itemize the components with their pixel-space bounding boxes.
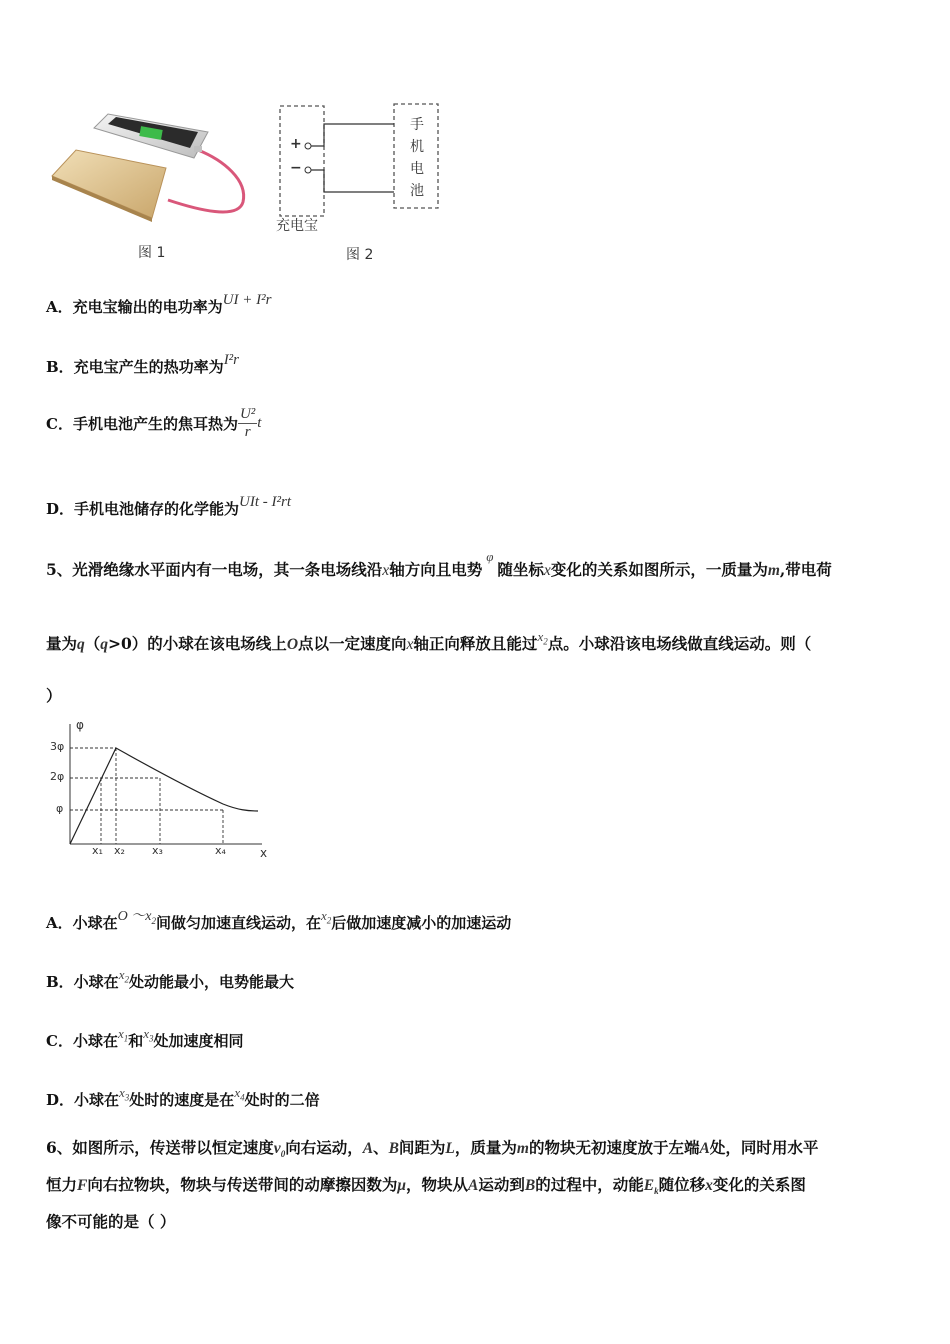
var-v0 xyxy=(273,1140,286,1160)
var-x: x xyxy=(406,636,414,653)
text: 、 xyxy=(373,1138,389,1157)
numerator: U² xyxy=(239,406,256,422)
tick-x1: x₁ xyxy=(92,844,103,857)
text: 的物块无初速度放于左端 xyxy=(528,1138,700,1157)
option-text: 和 xyxy=(128,1032,144,1050)
text: 5、光滑绝缘水平面内有一电场，其一条电场线沿 xyxy=(46,560,383,579)
var-B: B xyxy=(388,1140,399,1157)
option-text: C．小球在 xyxy=(46,1032,118,1050)
phi-curve xyxy=(70,748,258,844)
fraction xyxy=(238,406,257,441)
subscript: 2 xyxy=(543,636,548,647)
var-B: B xyxy=(524,1177,536,1194)
formula: I²r xyxy=(223,352,240,368)
label-char: 机 xyxy=(410,139,424,155)
text: 点。小球沿该电场线做直线运动。则（ xyxy=(547,634,812,653)
text: 变化的关系图 xyxy=(712,1175,806,1194)
text: 的过程中，动能 xyxy=(535,1175,644,1194)
x-axis-label: x xyxy=(260,846,268,860)
formula-tail: t xyxy=(257,415,262,431)
text: 向右拉物块，物块与传送带间的动摩擦因数为 xyxy=(87,1175,398,1194)
label-char: 池 xyxy=(410,183,424,199)
text: ，质量为 xyxy=(454,1138,517,1157)
option-text: 处加速度相同 xyxy=(153,1032,244,1050)
math-text: x xyxy=(320,908,327,923)
q4-option-c[interactable] xyxy=(46,406,261,441)
subscript: k xyxy=(654,1186,659,1197)
text: 间距为 xyxy=(398,1138,446,1157)
var-phi: φ xyxy=(486,549,494,564)
figure-1-caption: 图 1 xyxy=(138,245,166,261)
math-1 xyxy=(118,967,129,985)
tick-x4: x₄ xyxy=(215,844,226,857)
phone-battery-label xyxy=(407,114,427,202)
math-text: O ～x xyxy=(117,909,152,924)
text: 变化的关系如图所示，一质量为 xyxy=(550,560,768,579)
text: 量为 xyxy=(46,634,78,653)
figure-2 xyxy=(274,100,454,270)
var-Ek xyxy=(643,1177,659,1197)
subscript: 4 xyxy=(240,1092,245,1103)
var-A: A xyxy=(468,1177,479,1194)
math-text: x xyxy=(117,1026,124,1041)
math-text: x xyxy=(118,967,125,982)
var-A: A xyxy=(699,1140,710,1157)
option-text: 处动能最小，电势能最大 xyxy=(128,973,294,991)
text: ，物块从 xyxy=(406,1175,469,1194)
option-text: 处时的二倍 xyxy=(244,1091,320,1109)
option-text: A．小球在 xyxy=(46,914,118,932)
q5-option-b[interactable] xyxy=(46,967,294,993)
label-char: 手 xyxy=(410,117,424,133)
text: 像不可能的是（ ） xyxy=(46,1212,176,1231)
math-2 xyxy=(143,1026,154,1044)
var-x: x xyxy=(705,1177,713,1194)
subscript: 3 xyxy=(124,1092,130,1103)
v-letter: v xyxy=(273,1140,281,1157)
var-A: A xyxy=(362,1140,374,1157)
tick-3phi: 3φ xyxy=(50,740,65,753)
text: 向右运动， xyxy=(285,1138,363,1157)
text: ） xyxy=(46,686,62,705)
denominator: r xyxy=(244,424,251,440)
math-1 xyxy=(117,1026,129,1044)
tick-x2: x₂ xyxy=(114,844,125,857)
math-1 xyxy=(118,909,156,924)
text: >0）的小球在该电场线上 xyxy=(108,634,287,653)
E-letter: E xyxy=(643,1177,655,1194)
var-x: x xyxy=(543,562,551,579)
q4-option-b[interactable] xyxy=(46,352,240,377)
option-text: C．手机电池产生的焦耳热为 xyxy=(46,415,238,433)
option-text: A．充电宝输出的电功率为 xyxy=(46,298,223,316)
text: 恒力 xyxy=(46,1175,78,1194)
math-2 xyxy=(320,908,332,926)
var-m: m xyxy=(516,1140,529,1157)
text: 轴方向且电势 xyxy=(389,560,483,579)
option-text: D．小球在 xyxy=(46,1091,120,1109)
label-char: 电 xyxy=(410,161,424,177)
subscript: 0 xyxy=(280,1149,286,1160)
option-text: B．小球在 xyxy=(46,973,119,991)
q6-line-3 xyxy=(46,1210,175,1232)
power-bank-label: 充电宝 xyxy=(276,218,318,234)
tick-x3: x₃ xyxy=(152,844,163,857)
option-text: 后做加速度减小的加速运动 xyxy=(331,914,512,932)
subscript: 2 xyxy=(124,974,129,985)
graph-svg xyxy=(48,716,273,864)
text: 随坐标 xyxy=(497,560,544,579)
subscript: 1 xyxy=(123,1033,129,1044)
var-mu: μ xyxy=(397,1177,406,1194)
q6-line-1 xyxy=(46,1136,818,1159)
var-L: L xyxy=(445,1140,455,1157)
var-F: F xyxy=(77,1177,88,1194)
q5-option-a[interactable] xyxy=(46,908,512,934)
var-x: x xyxy=(382,562,390,579)
var-q: q xyxy=(77,636,85,653)
figure-2-caption: 图 2 xyxy=(346,247,374,263)
formula: UI + I²r xyxy=(222,292,272,308)
text: 运动到 xyxy=(478,1175,525,1194)
text: （ xyxy=(84,634,101,653)
option-text: 间做匀加速直线运动，在 xyxy=(155,914,321,932)
q5-line-1 xyxy=(46,549,832,580)
text: 处，同时用水平 xyxy=(709,1138,819,1157)
subscript: 2 xyxy=(326,915,332,926)
text: 6、如图所示，传送带以恒定速度 xyxy=(46,1138,274,1157)
q5-line-3 xyxy=(46,684,62,706)
math-text: x xyxy=(234,1085,241,1100)
q5-line-2 xyxy=(46,629,812,655)
text: 随位移 xyxy=(658,1175,706,1194)
q4-option-d[interactable] xyxy=(46,494,292,519)
figure-1 xyxy=(48,110,258,260)
minus-terminal: − xyxy=(290,160,302,176)
math-text: x xyxy=(143,1026,150,1041)
q5-option-d[interactable] xyxy=(46,1085,320,1111)
math-2 xyxy=(234,1085,245,1103)
var-x2 xyxy=(537,629,548,647)
option-text: 处时的速度是在 xyxy=(129,1091,235,1109)
var-O: O xyxy=(286,636,299,653)
text: ,带电荷 xyxy=(779,560,832,579)
q4-option-a[interactable] xyxy=(46,292,272,317)
math-1 xyxy=(119,1085,130,1103)
subscript: 2 xyxy=(151,915,156,926)
text: 点以一定速度向 xyxy=(298,634,407,653)
q5-option-c[interactable] xyxy=(46,1026,244,1052)
x-letter: x xyxy=(537,629,544,644)
option-text: B．充电宝产生的热功率为 xyxy=(46,358,224,376)
y-axis-label: φ xyxy=(76,718,84,732)
subscript: 3 xyxy=(149,1033,154,1044)
plus-terminal: + xyxy=(290,136,302,152)
option-text: D．手机电池储存的化学能为 xyxy=(46,500,240,518)
formula: UIt - I²rt xyxy=(239,494,292,510)
q6-line-2 xyxy=(46,1173,806,1196)
var-q: q xyxy=(100,636,109,653)
power-bank-photo xyxy=(48,110,258,230)
math-text: x xyxy=(119,1085,125,1100)
text: 轴正向释放且能过 xyxy=(413,634,538,653)
var-m: m xyxy=(767,562,780,579)
tick-2phi: 2φ xyxy=(50,770,65,783)
tick-phi: φ xyxy=(56,802,64,815)
phi-x-graph xyxy=(48,716,273,864)
